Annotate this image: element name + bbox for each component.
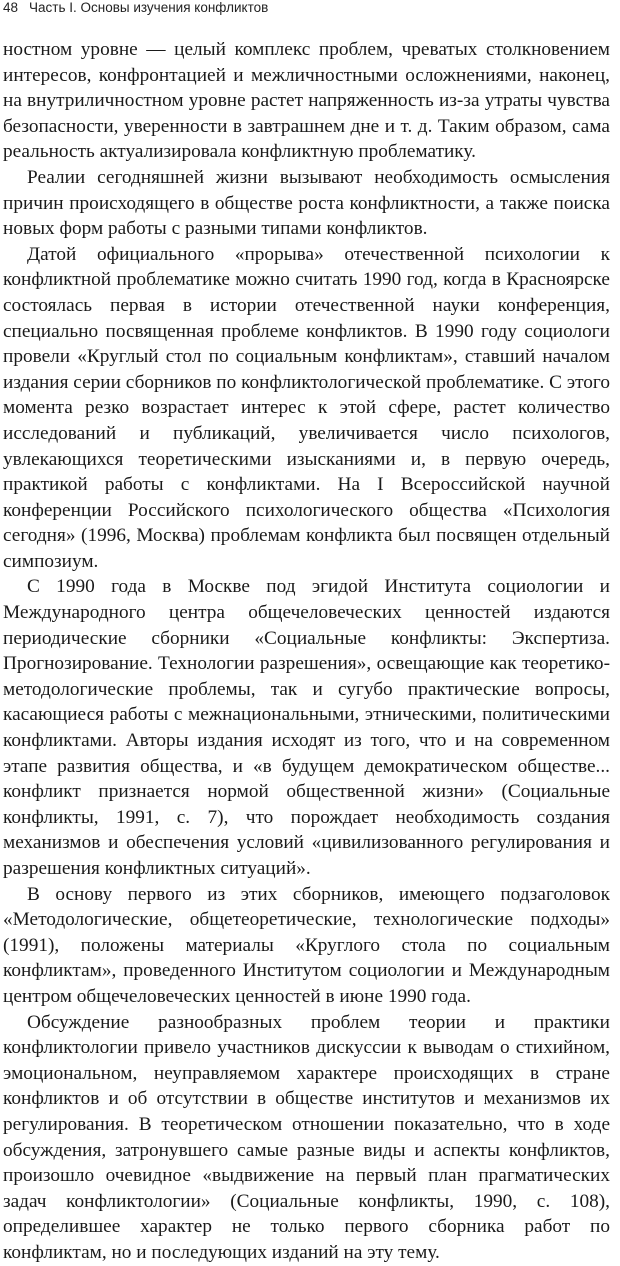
paragraph-continuation: ностном уровне — целый комплекс проблем, чреватых столкновением интересов, конфронтацией и межличностными осложнениями, наконец, на внутриличностном уровне растет напряженность из-за утраты чувства безопасности, уверенности в завтрашнем дне и т. д. Таким образом, сама реальность актуализировала конфликтную проблематику. [3, 39, 610, 163]
running-header [3, 0, 268, 22]
paragraph: Датой официального «прорыва» отечественной психологии к конфликтной проблематике можно считать 1990 год, когда в Красноярске состоялась первая в истории отечественной науки конференция, специально посвященная проблеме конфликтов. В 1990 году социологи провели «Круглый стол по социальным конфликтам», ставший началом издания серии сборников по конфликтологической проблематике. С этого момента резко возрастает интерес к этой сфере, растет количество исследований и публикаций, увеличивается число психологов, увлекающихся теоретическими изысканиями и, в первую очередь, практикой работы с конфликтами. На I Всероссийской научной конференции Российского психологического общества «Психология сегодня» (1996, Москва) проблемам конфликта был посвящен отдельный симпозиум. [3, 243, 610, 572]
body-text [3, 37, 610, 1266]
running-title: Часть I. Основы изучения конфликтов [29, 0, 269, 15]
paragraph: Обсуждение разнообразных проблем теории и практики конфликтологии привело участников дискуссии к выводам о стихийном, эмоциональном, неуправляемом характере происходящих в стране конфликтов и об отсутствии в обществе институтов и механизмов их регулирования. В теоретическом отношении показательно, что в ходе обсуждения, затронувшего самые разные виды и аспекты конфликтов, произошло очевидное «выдвижение на первый план прагматических задач конфликтологии» (Социальные конфликты, 1990, с. 108), определившее характер не только первого сборника работ по конфликтам, но и последующих изданий на эту тему. [3, 1011, 610, 1263]
page-number: 48 [3, 0, 19, 15]
paragraph: Реалии сегодняшней жизни вызывают необходимость осмысления причин происходящего в обществе роста конфликтности, а также поиска новых форм работы с разными типами конфликтов. [3, 166, 610, 240]
paragraph: С 1990 года в Москве под эгидой Института социологии и Международного центра общечеловеческих ценностей издаются периодические сборники «Социальные конфликты: Экспертиза. Прогнозирование. Технологии разрешения», освещающие как теоретико-методологические проблемы, так и сугубо практические вопросы, касающиеся работы с межнациональными, этническими, политическими конфликтами. Авторы издания исходят из того, что и на современном этапе развития общества, и «в будущем демократическом обществе... конфликт признается нормой общественной жизни» (Социальные конфликты, 1991, с. 7), что порождает необходимость создания механизмов и обеспечения условий «цивилизованного регулирования и разрешения конфликтных ситуаций». [3, 576, 610, 879]
paragraph: В основу первого из этих сборников, имеющего подзаголовок «Методологические, общетеоретические, технологические подходы» (1991), положены материалы «Круглого стола по социальным конфликтам», проведенного Институтом социологии и Международным центром общечеловеческих ценностей в июне 1990 года. [3, 883, 610, 1007]
